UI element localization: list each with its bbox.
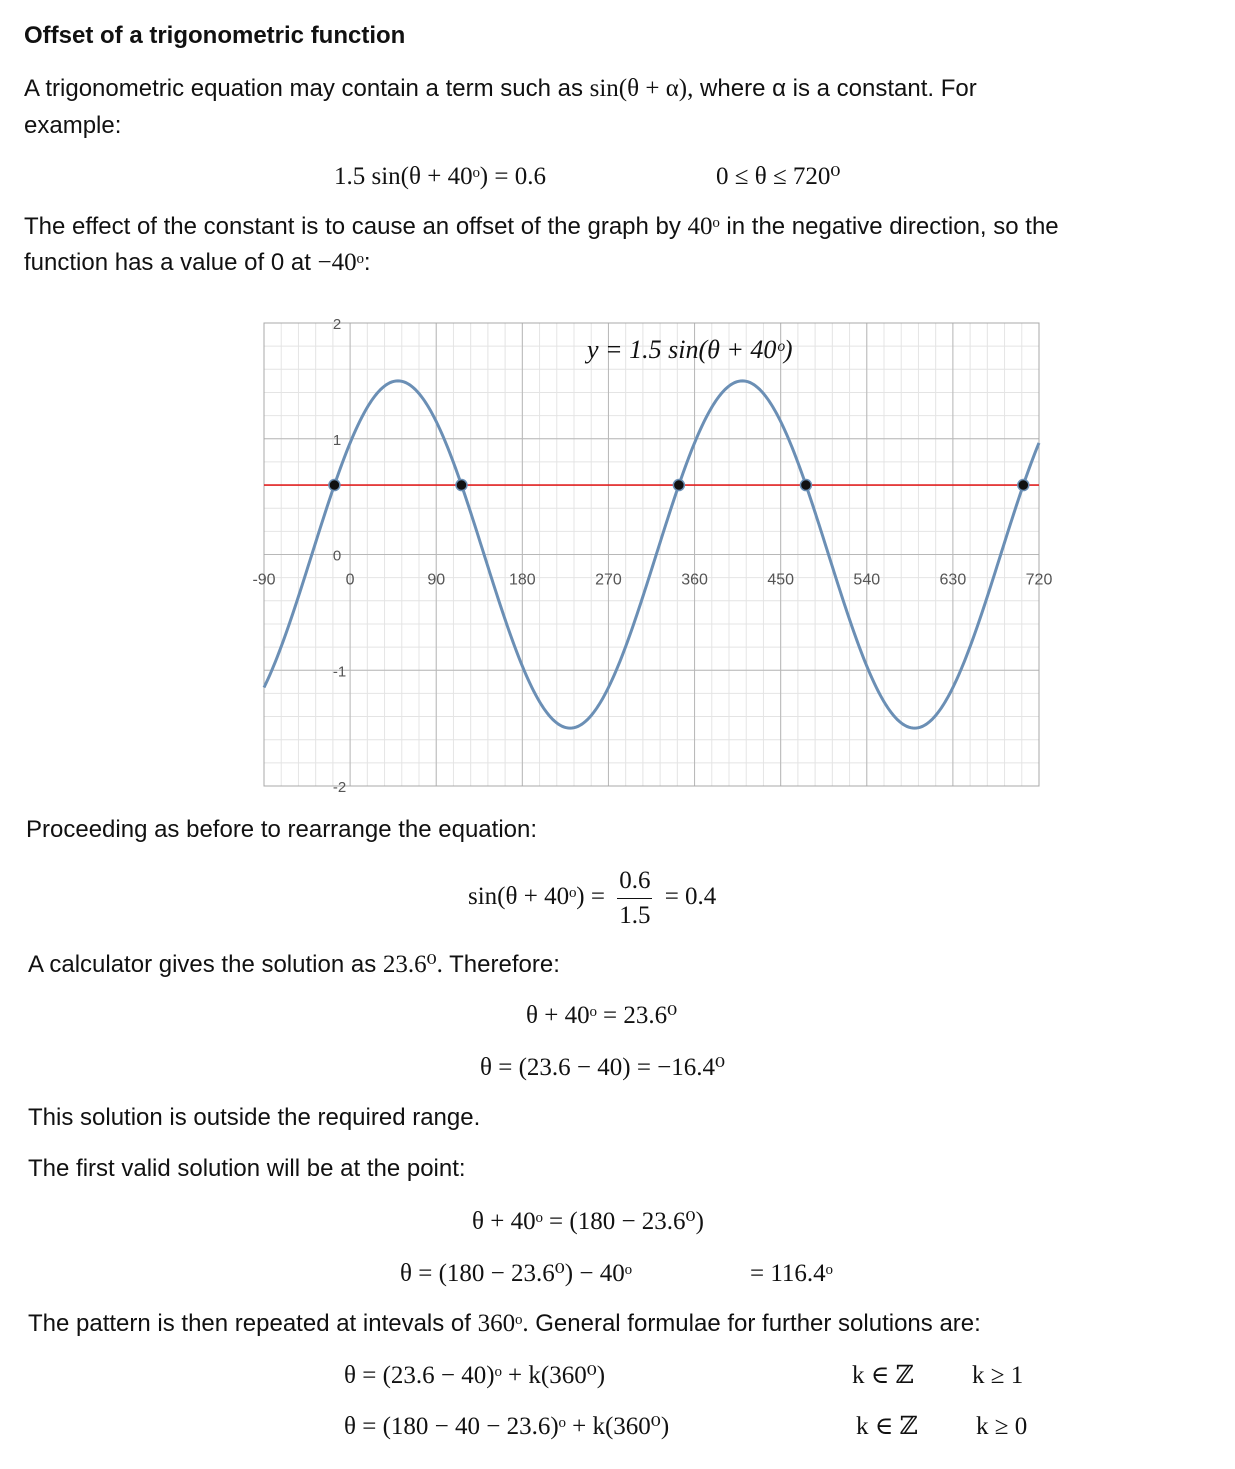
intersection-point: [673, 480, 684, 491]
formula-2-condition: k ≥ 0: [976, 1413, 1028, 1440]
first-valid-text: The first valid solution will be at the point:: [28, 1155, 466, 1182]
equation-1-range: 0 ≤ θ ≤ 720⁰: [716, 163, 841, 190]
calculator-line: [28, 950, 560, 980]
y-tick-label: 2: [332, 316, 342, 333]
x-tick-label: 630: [939, 571, 967, 589]
y-tick-label: 0: [332, 547, 342, 565]
x-tick-label: 450: [767, 571, 795, 589]
effect-text-c: function has a value of 0 at: [24, 249, 311, 276]
y-tick-label: -1: [332, 663, 347, 681]
equation-6-result: = 116.4ᵒ: [750, 1260, 833, 1287]
equation-3: θ + 40ᵒ = 23.6⁰: [526, 1002, 678, 1029]
effect-colon: :: [363, 249, 371, 276]
x-tick-label: -90: [252, 571, 276, 589]
x-tick-label: 270: [595, 571, 622, 589]
intro-line-2: example:: [24, 112, 122, 139]
intersection-point: [1018, 480, 1029, 491]
intersection-point: [800, 480, 811, 491]
equation-6: θ = (180 − 23.6⁰) − 40ᵒ: [400, 1260, 632, 1287]
calculator-text-a: A calculator gives the solution as: [28, 951, 377, 978]
formula-2: θ = (180 − 40 − 23.6)ᵒ + k(360⁰): [344, 1413, 670, 1440]
chart-title: y = 1.5 sin(θ + 40ᵒ): [587, 335, 793, 364]
x-tick-label: 90: [427, 571, 446, 589]
page-title: Offset of a trigonometric function: [24, 22, 406, 49]
equation-2-lhs: sin(θ + 40ᵒ) =: [468, 883, 605, 911]
x-tick-label: 0: [345, 571, 355, 589]
intro-text-b: where α is a constant. For: [700, 75, 977, 102]
intersection-point: [456, 480, 467, 491]
calculator-math: 23.6⁰.: [382, 951, 443, 978]
formula-1-condition: k ≥ 1: [972, 1362, 1024, 1389]
x-tick-label: 360: [681, 571, 708, 589]
x-tick-label: 180: [508, 571, 536, 589]
fraction: [617, 866, 652, 931]
formula-1: θ = (23.6 − 40)ᵒ + k(360⁰): [344, 1362, 606, 1389]
intro-text-a: A trigonometric equation may contain a term such as: [24, 75, 583, 102]
equation-4: θ = (23.6 − 40) = −16.4⁰: [480, 1054, 726, 1081]
formula-2-set: k ∈ ℤ: [856, 1413, 918, 1440]
effect-math: 40ᵒ: [687, 213, 720, 240]
proceeding-text: Proceeding as before to rearrange the equation:: [26, 816, 538, 843]
outside-range-text: This solution is outside the required range.: [28, 1104, 481, 1131]
fraction-denominator: 1.5: [619, 902, 651, 929]
intro-math: sin(θ + α),: [589, 75, 694, 102]
fraction-numerator: 0.6: [617, 866, 652, 899]
equation-2: [468, 866, 716, 931]
pattern-math: 360ᵒ.: [477, 1310, 529, 1337]
equation-1: 1.5 sin(θ + 40ᵒ) = 0.6: [334, 163, 546, 190]
effect-math-2: −40ᵒ: [317, 249, 364, 276]
y-tick-label: -2: [332, 779, 347, 796]
intersection-point: [329, 480, 340, 491]
equation-5: θ + 40ᵒ = (180 − 23.6⁰): [472, 1208, 704, 1235]
pattern-line: [28, 1309, 981, 1339]
pattern-text-a: The pattern is then repeated at intevals of: [28, 1310, 471, 1337]
equation-2-rhs: = 0.4: [664, 883, 717, 911]
y-tick-label: 1: [332, 431, 342, 449]
effect-text-b: in the negative direction, so the: [726, 213, 1059, 240]
calculator-text-b: Therefore:: [449, 951, 560, 978]
x-tick-label: 720: [1025, 571, 1053, 589]
pattern-text-b: General formulae for further solutions are:: [535, 1310, 981, 1337]
effect-text-a: The effect of the constant is to cause an offset of the graph by: [24, 213, 681, 240]
formula-1-set: k ∈ ℤ: [852, 1362, 914, 1389]
x-tick-label: 540: [853, 571, 881, 589]
